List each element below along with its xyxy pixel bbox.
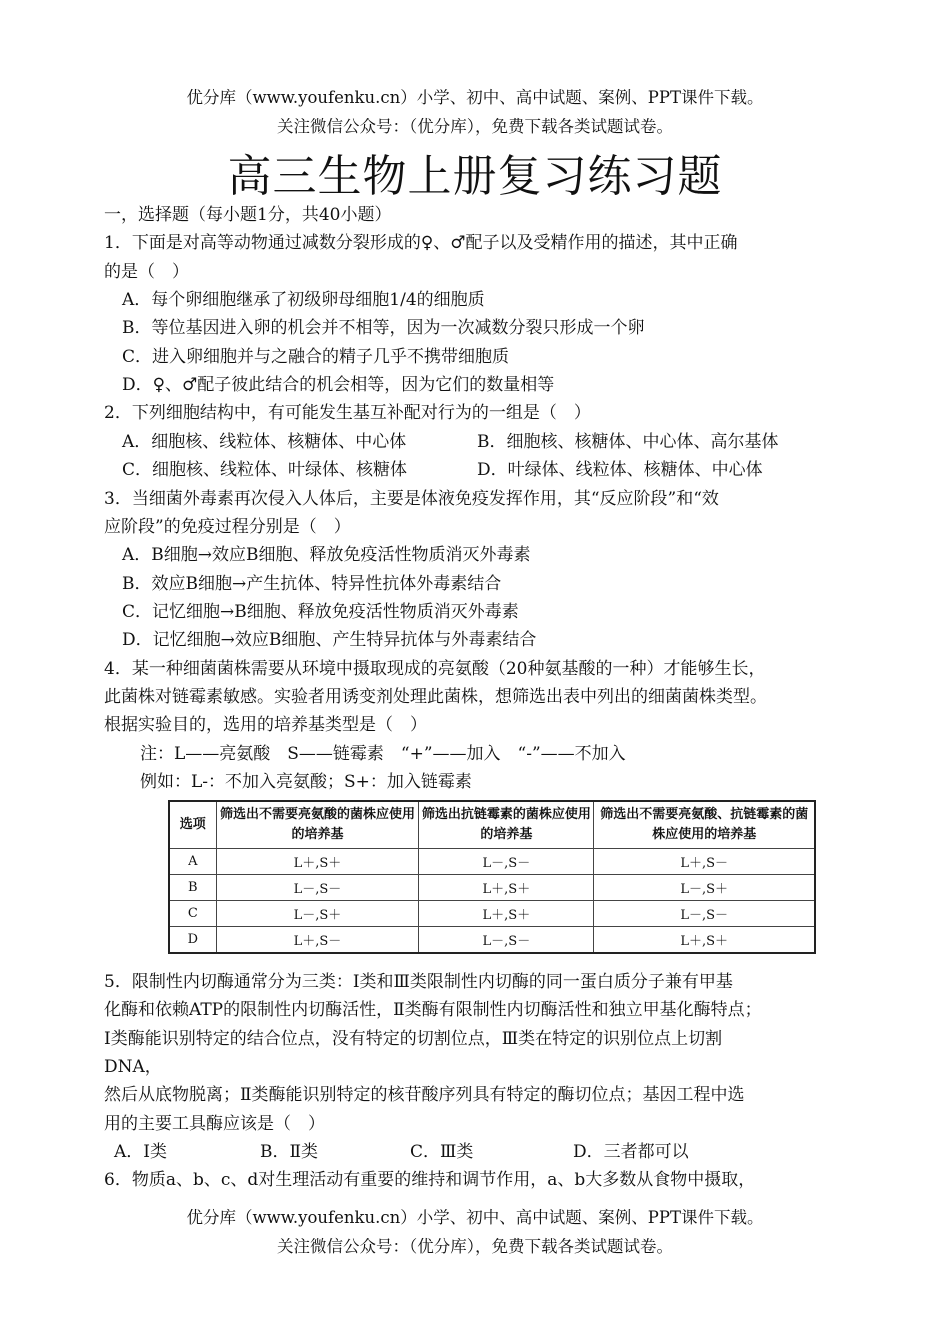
q2-option-d: D．叶绿体、线粒体、核糖体、中心体 [477,460,763,480]
footer-line-2: 关注微信公众号：（优分库），免费下载各类试题试卷。 [277,1237,673,1256]
header-line-1: 优分库（www.youfenku.cn）小学、初中、高中试题、案例、PPT课件下载。 [186,88,764,107]
q5-option-d: D．三者都可以 [573,1142,689,1162]
page-title: 高三生物上册复习练习题 [227,151,723,202]
q3-option-d: D．记忆细胞→效应B细胞、产生特异抗体与外毒素结合 [122,630,537,650]
q5-line-2: 化酶和依赖ATP的限制性内切酶活性，Ⅱ类酶有限制性内切酶活性和独立甲基化酶特点； [104,1000,762,1020]
q5-option-c: C．Ⅲ类 [410,1142,474,1162]
q3-option-b: B．效应B细胞→产生抗体、特异性抗体外毒素结合 [122,574,502,594]
q5-line-4: DNA， [104,1057,162,1077]
q1-option-a: A．每个卵细胞继承了初级卵母细胞1/4的细胞质 [122,290,485,310]
q4-stem-line-3: 根据实验目的，选用的培养基类型是（ ） [104,715,427,735]
table-cell: L＋,S－ [594,849,815,875]
q5-option-a: A．Ⅰ类 [114,1142,167,1162]
table-cell: L－,S－ [419,927,594,954]
footer-line-1: 优分库（www.youfenku.cn）小学、初中、高中试题、案例、PPT课件下载。 [186,1208,764,1227]
table-row [169,901,815,927]
q4-stem-line-1: 4．某一种细菌菌株需要从环境中摄取现成的亮氨酸（20种氨基酸的一种）才能够生长， [104,659,766,679]
q3-stem-line-2: 应阶段”的免疫过程分别是（ ） [104,517,351,537]
q1-option-d: D．♀、♂配子彼此结合的机会相等，因为它们的数量相等 [122,375,555,395]
table-header-cell: 筛选出不需要亮氨酸的菌株应使用的培养基 [216,801,419,849]
table-cell: D [169,927,216,954]
q5-line-1: 5．限制性内切酶通常分为三类：Ⅰ类和Ⅲ类限制性内切酶的同一蛋白质分子兼有甲基 [104,972,733,992]
q1-option-c: C．进入卵细胞并与之融合的精子几乎不携带细胞质 [122,347,510,367]
q3-option-a: A．B细胞→效应B细胞、释放免疫活性物质消灭外毒素 [122,545,531,565]
table-header-row [169,801,815,849]
table-cell: L－,S－ [594,901,815,927]
table-cell: L＋,S＋ [216,849,419,875]
table-cell: L＋,S＋ [419,875,594,901]
q2-option-b: B．细胞核、核糖体、中心体、高尔基体 [477,432,779,452]
table-cell: L－,S－ [216,875,419,901]
q3-option-c: C．记忆细胞→B细胞、释放免疫活性物质消灭外毒素 [122,602,519,622]
table-header-cell: 选项 [169,801,216,849]
q5-option-b: B．Ⅱ类 [260,1142,319,1162]
header-line-2: 关注微信公众号：（优分库），免费下载各类试题试卷。 [277,117,673,136]
table-header-cell: 筛选出不需要亮氨酸、抗链霉素的菌株应使用的培养基 [594,801,815,849]
q5-line-6: 用的主要工具酶应该是（ ） [104,1114,325,1134]
table-cell: L－,S－ [419,849,594,875]
table-row [169,875,815,901]
q5-line-5: 然后从底物脱离；Ⅱ类酶能识别特定的核苷酸序列具有特定的酶切位点；基因工程中选 [104,1085,745,1105]
table-cell: L－,S＋ [594,875,815,901]
q1-option-b: B．等位基因进入卵的机会并不相等，因为一次减数分裂只形成一个卵 [122,318,645,338]
q4-note-2: 例如：L-：不加入亮氨酸；S+：加入链霉素 [140,772,472,792]
table-cell: L＋,S＋ [594,927,815,954]
q1-stem-line-1: 1．下面是对高等动物通过减数分裂形成的♀、♂配子以及受精作用的描述，其中正确 [104,233,738,253]
q2-stem: 2．下列细胞结构中，有可能发生基互补配对行为的一组是（ ） [104,403,591,423]
q1-stem-line-2: 的是（ ） [104,262,189,282]
table-cell: L＋,S－ [216,927,419,954]
section-heading: 一，选择题（每小题1分，共40小题） [104,205,392,225]
table-header-cell: 筛选出抗链霉素的菌株应使用的培养基 [419,801,594,849]
q4-options-table [168,800,816,954]
table-cell: B [169,875,216,901]
table-cell: A [169,849,216,875]
table-cell: C [169,901,216,927]
q5-line-3: I类酶能识别特定的结合位点，没有特定的切割位点，Ⅲ类在特定的识别位点上切割 [104,1029,723,1049]
q4-note-1: 注：L——亮氨酸 S——链霉素 “+”——加入 “-”——不加入 [140,744,626,764]
q4-stem-line-2: 此菌株对链霉素敏感。实验者用诱变剂处理此菌株，想筛选出表中列出的细菌菌株类型。 [104,687,767,707]
table-row [169,849,815,875]
q2-option-a: A．细胞核、线粒体、核糖体、中心体 [122,432,407,452]
table-cell: L－,S＋ [216,901,419,927]
table-cell: L＋,S＋ [419,901,594,927]
q2-option-c: C．细胞核、线粒体、叶绿体、核糖体 [122,460,408,480]
q3-stem-line-1: 3．当细菌外毒素再次侵入人体后，主要是体液免疫发挥作用，其“反应阶段”和“效 [104,489,719,509]
q6-stem: 6．物质a、b、c、d对生理活动有重要的维持和调节作用，a、b大多数从食物中摄取， [104,1170,756,1190]
table-row [169,927,815,954]
